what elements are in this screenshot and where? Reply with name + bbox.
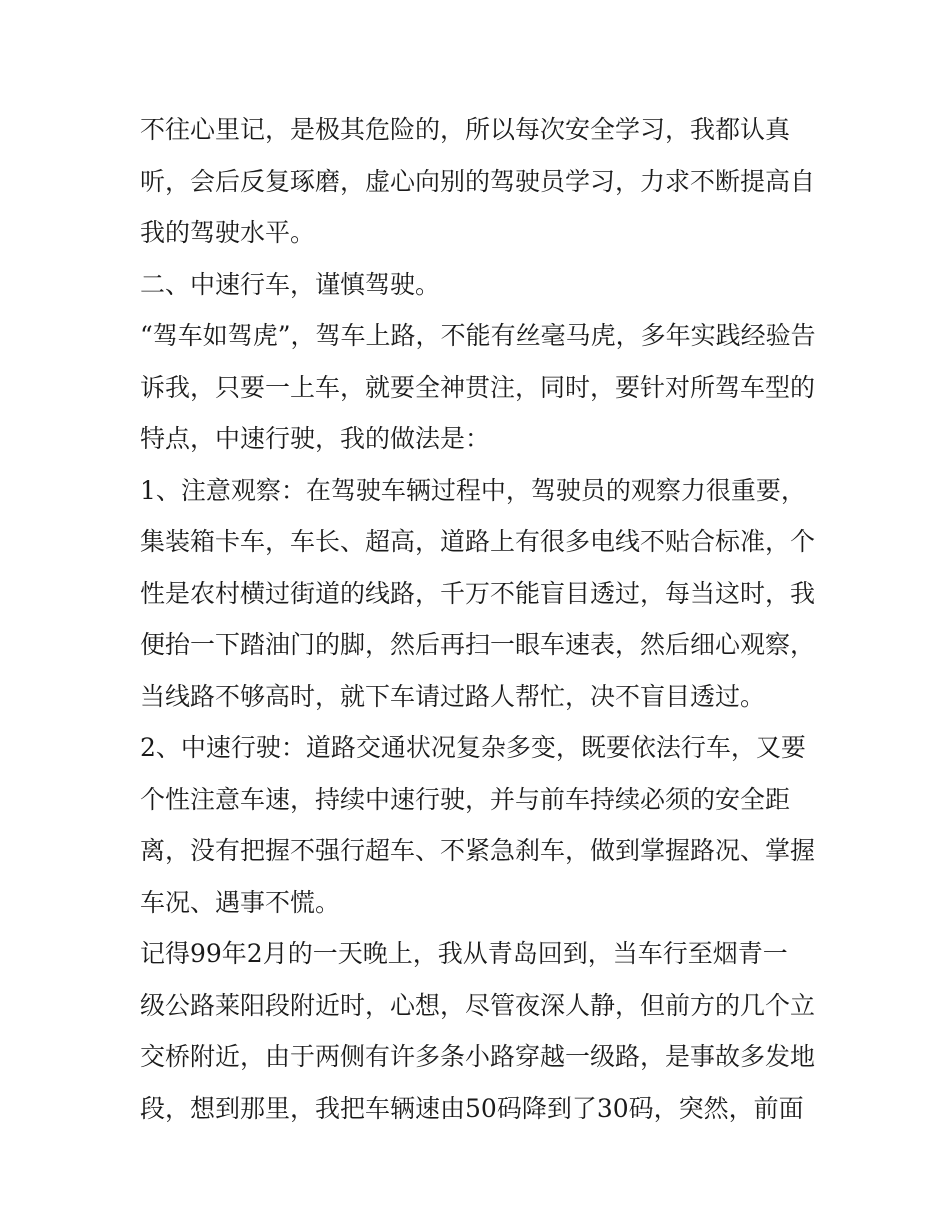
text-line: 诉我，只要一上车，就要全神贯注，同时，要针对所驾车型的 — [140, 372, 816, 402]
text-line: 段，想到那里，我把车辆速由50码降到了30码，突然，前面 — [140, 1093, 804, 1123]
section-heading: 二、中速行车，谨慎驾驶。 — [140, 269, 441, 299]
text-line: 特点，中速行驶，我的做法是： — [140, 424, 491, 453]
text-line: 交桥附近，由于两侧有许多条小路穿越一级路，是事故多发地 — [140, 1042, 816, 1071]
text-line: 集装箱卡车，车长、超高，道路上有很多电线不贴合标准，个 — [140, 527, 816, 556]
text-line: 性是农村横过街道的线路，千万不能盲目透过，每当这时，我 — [140, 578, 816, 608]
text-line: 车况、遇事不慌。 — [140, 887, 341, 917]
document-body — [140, 104, 820, 1134]
text-line: “驾车如驾虎”，驾车上路，不能有丝毫马虎，多年实践经验告 — [140, 321, 816, 350]
text-line: 个性注意车速，持续中速行驶，并与前车持续必须的安全距 — [140, 784, 791, 814]
text-line: 级公路莱阳段附近时，心想，尽管夜深人静，但前方的几个立 — [140, 990, 816, 1020]
list-item-heading: 1、注意观察：在驾驶车辆过程中，驾驶员的观察力很重要， — [140, 475, 806, 505]
text-line: 记得99年2月的一天晚上，我从青岛回到，当车行至烟青一 — [140, 939, 788, 968]
text-line: 当线路不够高时，就下车请过路人帮忙，决不盲目透过。 — [140, 681, 766, 711]
list-item-heading: 2、中速行驶：道路交通状况复杂多变，既要依法行车，又要 — [140, 733, 806, 762]
text-line: 离，没有把握不强行超车、不紧急刹车，做到掌握路况、掌握 — [140, 836, 816, 865]
text-line: 不往心里记，是极其危险的，所以每次安全学习，我都认真 — [140, 115, 791, 144]
text-line: 便抬一下踏油门的脚，然后再扫一眼车速表，然后细心观察， — [140, 630, 816, 659]
text-line: 我的驾驶水平。 — [140, 218, 316, 247]
text-line: 听，会后反复琢磨，虚心向别的驾驶员学习，力求不断提高自 — [140, 166, 816, 196]
